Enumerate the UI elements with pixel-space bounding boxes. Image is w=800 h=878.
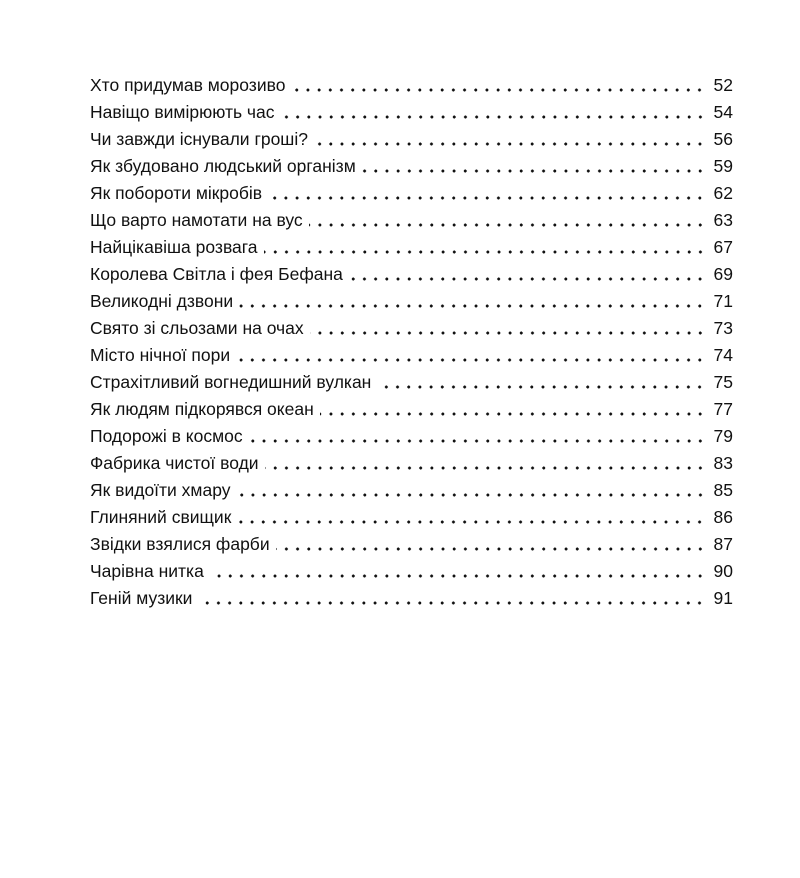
dot-leader	[237, 493, 706, 497]
toc-entry-page: 73	[713, 318, 733, 338]
toc-entry	[90, 585, 733, 612]
toc-entry	[90, 369, 733, 396]
toc-entry-title: Геній музики	[90, 588, 193, 608]
toc-entry	[90, 180, 733, 207]
toc-entry	[90, 288, 733, 315]
toc-entry	[90, 450, 733, 477]
toc-entry	[90, 99, 733, 126]
toc-entry-title: Страхітливий вогнедишний вулкан	[90, 372, 372, 392]
toc-entry-title: Як побороти мікробів	[90, 183, 263, 203]
toc-entry-page: 75	[713, 372, 733, 392]
dot-leader	[291, 88, 705, 92]
dot-leader	[314, 142, 706, 146]
toc-entry	[90, 396, 733, 423]
dot-leader	[264, 250, 706, 254]
toc-entry	[90, 531, 733, 558]
toc-entry-title: Чарівна нитка	[90, 561, 204, 581]
toc-entry	[90, 234, 733, 261]
dot-leader	[236, 358, 705, 362]
toc-entry-page: 63	[713, 210, 733, 230]
toc-entry-title: Великодні дзвони	[90, 291, 234, 311]
toc-entry-title: Як людям підкорявся океан	[90, 399, 314, 419]
toc-entry-title: Подорожі в космос	[90, 426, 243, 446]
toc-entry-title: Звідки взялися фарби	[90, 534, 270, 554]
toc-entry-page: 69	[713, 264, 733, 284]
dot-leader	[268, 196, 705, 200]
dot-leader	[320, 412, 706, 416]
toc-entry	[90, 342, 733, 369]
toc-entry-title: Чи завжди існували гроші?	[90, 129, 308, 149]
toc-entry-page: 91	[713, 588, 733, 608]
toc-entry-title: Як збудовано людський організм	[90, 156, 356, 176]
dot-leader	[276, 547, 706, 551]
toc-entry-page: 77	[713, 399, 733, 419]
dot-leader	[377, 385, 705, 389]
toc-entry-page: 85	[713, 480, 733, 500]
table-of-contents	[90, 72, 733, 612]
dot-leader	[210, 574, 706, 578]
toc-entry	[90, 126, 733, 153]
toc-entry-page: 79	[713, 426, 733, 446]
dot-leader	[198, 601, 705, 605]
toc-entry-page: 56	[713, 129, 733, 149]
toc-entry	[90, 558, 733, 585]
toc-entry-page: 54	[713, 102, 733, 122]
toc-entry-title: Що варто намотати на вус	[90, 210, 303, 230]
dot-leader	[309, 223, 706, 227]
toc-entry	[90, 153, 733, 180]
toc-entry-page: 74	[713, 345, 733, 365]
toc-entry-page: 87	[713, 534, 733, 554]
toc-entry	[90, 423, 733, 450]
toc-entry-page: 71	[713, 291, 733, 311]
toc-entry-title: Як видоїти хмару	[90, 480, 231, 500]
toc-entry-title: Глиняний свищик	[90, 507, 232, 527]
dot-leader	[281, 115, 706, 119]
toc-entry-page: 59	[713, 156, 733, 176]
toc-entry-page: 67	[713, 237, 733, 257]
toc-entry-title: Найцікавіша розвага	[90, 237, 258, 257]
toc-entry-title: Королева Світла і фея Бефана	[90, 264, 343, 284]
toc-entry-title: Хто придумав морозиво	[90, 75, 286, 95]
toc-entry	[90, 207, 733, 234]
toc-entry-title: Фабрика чистої води	[90, 453, 259, 473]
dot-leader	[249, 439, 706, 443]
toc-entry-page: 90	[713, 561, 733, 581]
toc-entry-title: Свято зі сльозами на очах	[90, 318, 304, 338]
toc-entry-page: 62	[713, 183, 733, 203]
toc-entry-page: 86	[713, 507, 733, 527]
toc-entry	[90, 315, 733, 342]
dot-leader	[237, 520, 705, 524]
toc-entry-title: Навіщо вимірюють час	[90, 102, 275, 122]
toc-entry	[90, 72, 733, 99]
dot-leader	[310, 331, 706, 335]
toc-entry-title: Місто нічної пори	[90, 345, 231, 365]
dot-leader	[362, 169, 706, 173]
toc-entry-page: 52	[713, 75, 733, 95]
toc-entry	[90, 504, 733, 531]
dot-leader	[239, 304, 705, 308]
dot-leader	[265, 466, 706, 470]
dot-leader	[349, 277, 706, 281]
toc-entry	[90, 261, 733, 288]
toc-entry	[90, 477, 733, 504]
toc-entry-page: 83	[713, 453, 733, 473]
